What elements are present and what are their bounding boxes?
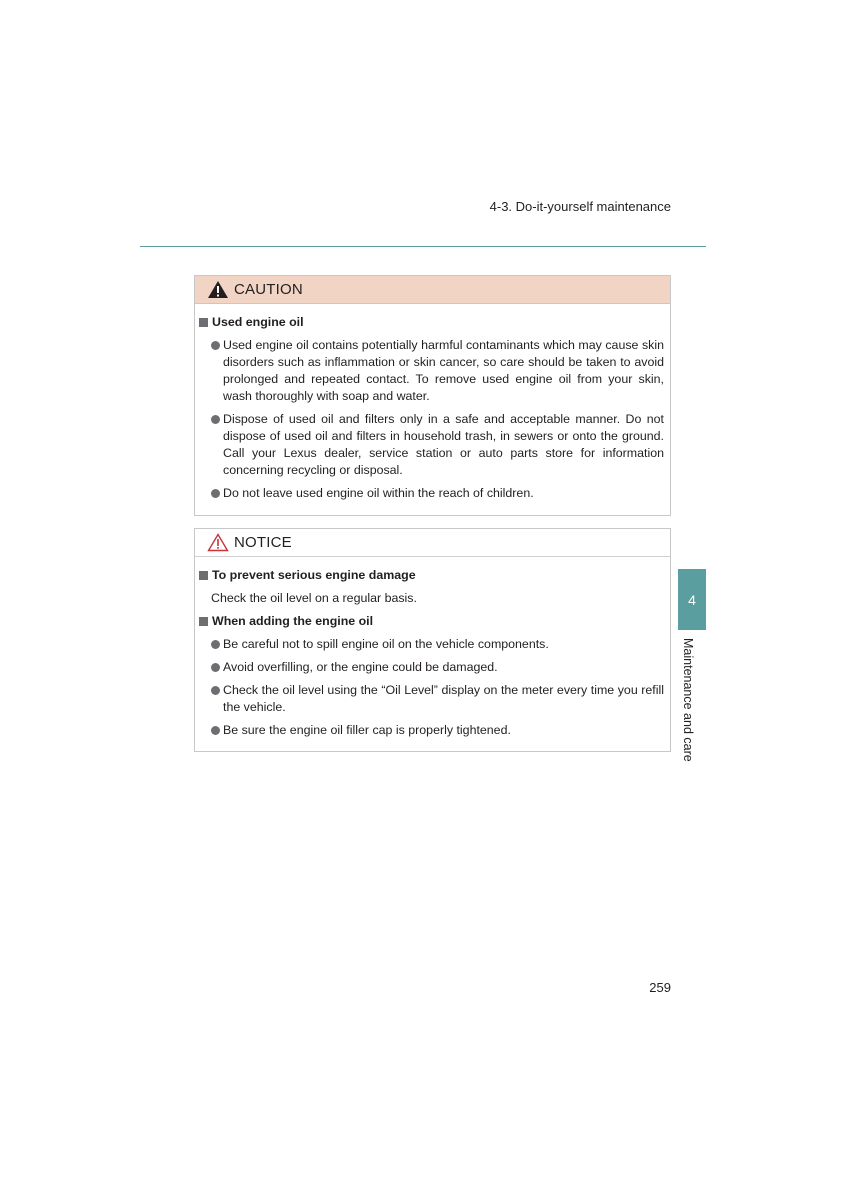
bullet-dot-icon	[211, 489, 220, 498]
list-item: Check the oil level using the “Oil Level” display on the meter every time you refill the vehicle.	[211, 682, 664, 716]
section-title: 4-3. Do-it-yourself maintenance	[489, 199, 671, 214]
bullet-dot-icon	[211, 640, 220, 649]
caution-header	[195, 276, 670, 304]
bullet-dot-icon	[211, 415, 220, 424]
bullet-dot-icon	[211, 686, 220, 695]
square-bullet-icon	[199, 318, 208, 327]
header-divider	[140, 246, 706, 247]
list-item: Do not leave used engine oil within the reach of children.	[211, 485, 664, 502]
warning-triangle-icon	[207, 280, 229, 299]
notice-header	[195, 529, 670, 557]
caution-box	[194, 275, 671, 516]
list-item: Be careful not to spill engine oil on the vehicle components.	[211, 636, 664, 653]
caution-title: CAUTION	[234, 281, 303, 298]
square-bullet-icon	[199, 617, 208, 626]
notice-title: NOTICE	[234, 534, 292, 551]
list-item: Dispose of used oil and filters only in a safe and acceptable manner. Do not dispose of used oil and filters in household trash, in sewers or onto the ground. Call your Lexus dealer, service station or auto parts store for information concerning recycling or disposal.	[211, 411, 664, 479]
notice-subheading-1: To prevent serious engine damage	[199, 567, 664, 584]
notice-text-1: Check the oil level on a regular basis.	[211, 591, 417, 605]
notice-triangle-icon	[207, 533, 229, 552]
list-item: Be sure the engine oil filler cap is properly tightened.	[211, 722, 664, 739]
caution-subheading: Used engine oil	[199, 314, 664, 331]
square-bullet-icon	[199, 571, 208, 580]
bullet-dot-icon	[211, 663, 220, 672]
list-item: Used engine oil contains potentially harmful contaminants which may cause skin disorders such as inflammation or skin cancer, so care should be taken to avoid prolonged and repeated contact. To remove used engine oil from your skin, wash thoroughly with soap and water.	[211, 337, 664, 405]
chapter-label: Maintenance and care	[681, 638, 695, 762]
page-number: 259	[649, 980, 671, 995]
bullet-dot-icon	[211, 726, 220, 735]
notice-box	[194, 528, 671, 752]
list-item: Avoid overfilling, or the engine could be damaged.	[211, 659, 664, 676]
chapter-tab[interactable]	[678, 569, 706, 630]
bullet-dot-icon	[211, 341, 220, 350]
notice-subheading-2: When adding the engine oil	[199, 613, 664, 630]
chapter-number: 4	[688, 591, 696, 608]
